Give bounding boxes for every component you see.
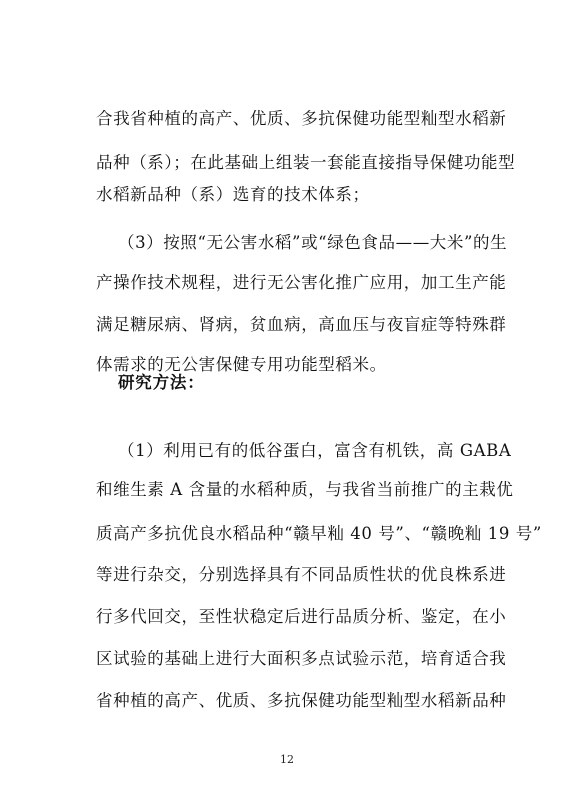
body-text-line: 体需求的无公害保健专用功能型稻米。 [96, 355, 387, 374]
body-text-line: 满足糖尿病、肾病，贫血病，高血压与夜盲症等特殊群 [96, 315, 507, 334]
body-text-line: 水稻新品种（系）选育的技术体系； [96, 185, 370, 204]
body-text-line: 质高产多抗优良水稻品种“赣早籼 40 号”、“赣晚籼 19 号” [96, 524, 542, 543]
body-text-line: 产操作技术规程，进行无公害化推广应用，加工生产能 [96, 273, 507, 292]
page-number: 12 [280, 753, 294, 766]
body-text-line: 和维生素 A 含量的水稻种质，与我省当前推广的主栽优 [96, 480, 514, 499]
body-text-line: 等进行杂交，分别选择具有不同品质性状的优良株系进 [96, 565, 507, 584]
body-text-line: 合我省种植的高产、优质、多抗保健功能型籼型水稻新 [96, 109, 507, 128]
body-text-line: 行多代回交，至性状稳定后进行品质分析、鉴定，在小 [96, 607, 507, 626]
body-text-line: 区试验的基础上进行大面积多点试验示范，培育适合我 [96, 649, 507, 668]
body-text-line: （3）按照“无公害水稻”或“绿色食品——大米”的生 [118, 233, 508, 252]
body-text-line: 省种植的高产、优质、多抗保健功能型籼型水稻新品种 [96, 691, 507, 710]
body-text-line: 品种（系）；在此基础上组装一套能直接指导保健功能型 [96, 153, 516, 172]
body-text-line: （1）利用已有的低谷蛋白，富含有机铁，高 GABA [118, 441, 512, 460]
section-heading: 研究方法： [118, 373, 205, 392]
